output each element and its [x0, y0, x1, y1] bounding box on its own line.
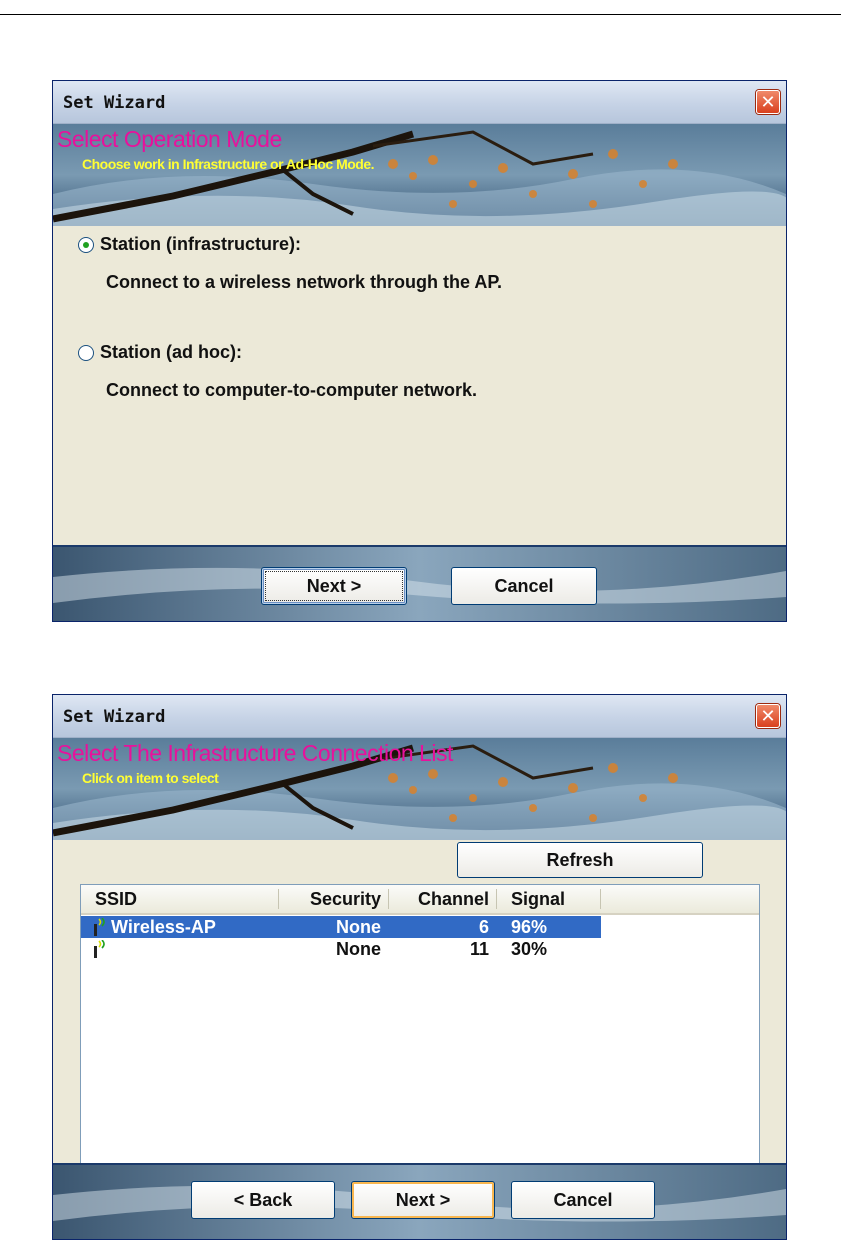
column-header-signal[interactable]: Signal [497, 885, 601, 913]
wizard-window-connection-list [52, 694, 787, 1240]
banner-title: Select The Infrastructure Connection List [57, 740, 453, 766]
table-row[interactable] [81, 916, 601, 938]
column-header-channel[interactable]: Channel [389, 885, 497, 913]
channel-cell: 6 [478, 917, 489, 937]
banner-title: Select Operation Mode [57, 126, 282, 152]
title-bar[interactable] [53, 695, 786, 738]
header-banner [53, 124, 786, 226]
page-top-rule [0, 14, 841, 15]
ssid-cell: Wireless-AP [111, 917, 216, 937]
adhoc-option[interactable] [78, 342, 242, 363]
next-button[interactable]: Next > [261, 567, 407, 605]
content-area [53, 840, 786, 1165]
footer-image [53, 547, 786, 621]
banner-subtitle: Click on item to select [82, 770, 219, 786]
window-title: Set Wizard [63, 707, 166, 727]
signal-cell: 30% [511, 939, 548, 959]
banner-subtitle: Choose work in Infrastructure or Ad-Hoc Mode. [82, 156, 375, 172]
button-bar [53, 545, 786, 621]
adhoc-label: Station (ad hoc): [100, 342, 242, 362]
wizard-window-operation-mode [52, 80, 787, 622]
channel-cell: 11 [469, 939, 489, 959]
column-header-security[interactable]: Security [279, 885, 389, 913]
infrastructure-description: Connect to a wireless network through the AP. [106, 272, 503, 292]
cancel-button[interactable]: Cancel [451, 567, 597, 605]
radio-adhoc[interactable] [78, 345, 94, 361]
signal-cell: 96% [511, 917, 548, 937]
column-header-ssid[interactable]: SSID [81, 885, 279, 913]
infrastructure-option[interactable] [78, 234, 301, 255]
title-bar[interactable] [53, 81, 786, 124]
refresh-button[interactable]: Refresh [457, 842, 703, 878]
close-icon[interactable]: ✕ [756, 704, 780, 728]
next-button[interactable]: Next > [351, 1181, 495, 1219]
header-banner [53, 738, 786, 840]
back-button[interactable]: < Back [191, 1181, 335, 1219]
access-point-icon [91, 918, 109, 936]
infrastructure-label: Station (infrastructure): [100, 234, 302, 254]
list-header [81, 885, 759, 915]
access-point-icon [91, 940, 109, 958]
adhoc-description: Connect to computer-to-computer network. [106, 380, 478, 400]
table-row[interactable] [81, 938, 601, 960]
window-title: Set Wizard [63, 93, 166, 113]
radio-infrastructure[interactable] [78, 237, 94, 253]
security-cell: None [336, 917, 381, 937]
button-bar [53, 1163, 786, 1239]
cancel-button[interactable]: Cancel [511, 1181, 655, 1219]
close-icon[interactable]: ✕ [756, 90, 780, 114]
security-cell: None [336, 939, 381, 959]
network-list[interactable] [80, 884, 760, 1170]
content-area [53, 226, 786, 548]
